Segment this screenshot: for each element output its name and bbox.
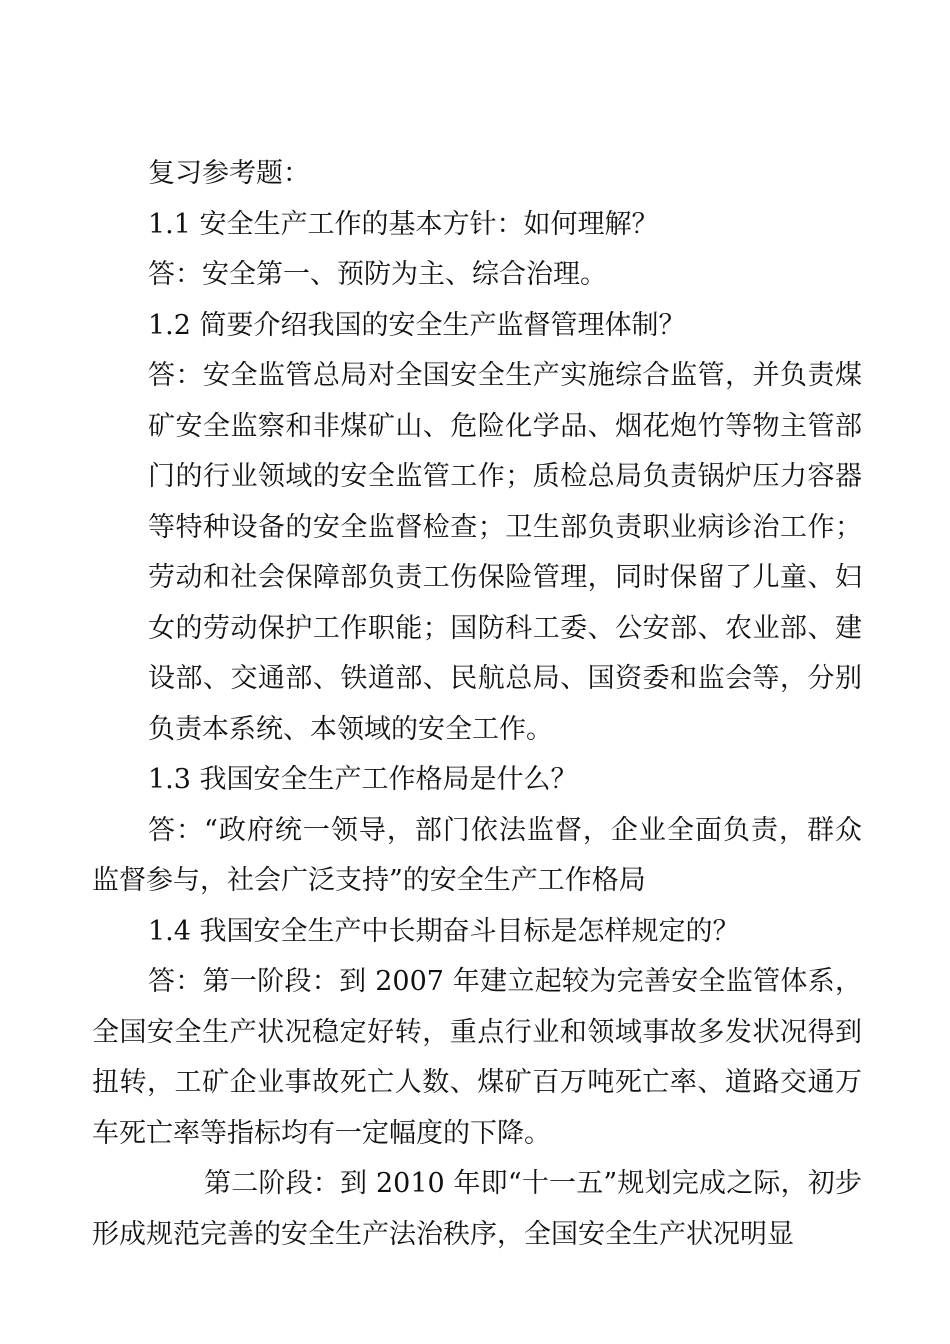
- section-heading: 复习参考题：: [148, 158, 310, 189]
- question-1-1: 1.1 安全生产工作的基本方针：如何理解？: [148, 208, 659, 240]
- question-1-4: 1.4 我国安全生产中长期奋斗目标是怎样规定的？: [148, 915, 740, 947]
- question-1-2: 1.2 简要介绍我国的安全生产监督管理体制？: [148, 309, 686, 341]
- answer-1-4-stage-2: 第二阶段：到 2010 年即“十一五”规划完成之际，初步形成规范完善的安全生产法治秩序，全国安全生产状况明显: [92, 1168, 862, 1250]
- answer-1-4-stage-1: 答：第一阶段：到 2007 年建立起较为完善安全监管体系，全国安全生产状况稳定好转，重点行业和领域事故多发状况得到扭转，工矿企业事故死亡人数、煤矿百万吨死亡率、道路交通万车死亡率等指标均有一定幅度的下降。: [92, 966, 862, 1149]
- answer-1-1: 答：安全第一、预防为主、综合治理。: [148, 259, 607, 290]
- question-1-3: 1.3 我国安全生产工作格局是什么？: [148, 764, 578, 795]
- answer-1-2: 答：安全监管总局对全国安全生产实施综合监管，并负责煤矿安全监察和非煤矿山、危险化学品、烟花炮竹等物主管部门的行业领域的安全监管工作；质检总局负责锅炉压力容器等特种设备的安全监督检查；卫生部负责职业病诊治工作；劳动和社会保障部负责工伤保险管理，同时保留了儿童、妇女的劳动保护工作职能；国防科工委、公安部、农业部、建设部、交通部、铁道部、民航总局、国资委和监会等，分别负责本系统、本领域的安全工作。: [148, 360, 862, 745]
- answer-1-3: 答：“政府统一领导，部门依法监督，企业全面负责，群众监督参与，社会广泛支持”的安全生产工作格局: [92, 814, 862, 896]
- document-body: [92, 149, 862, 1260]
